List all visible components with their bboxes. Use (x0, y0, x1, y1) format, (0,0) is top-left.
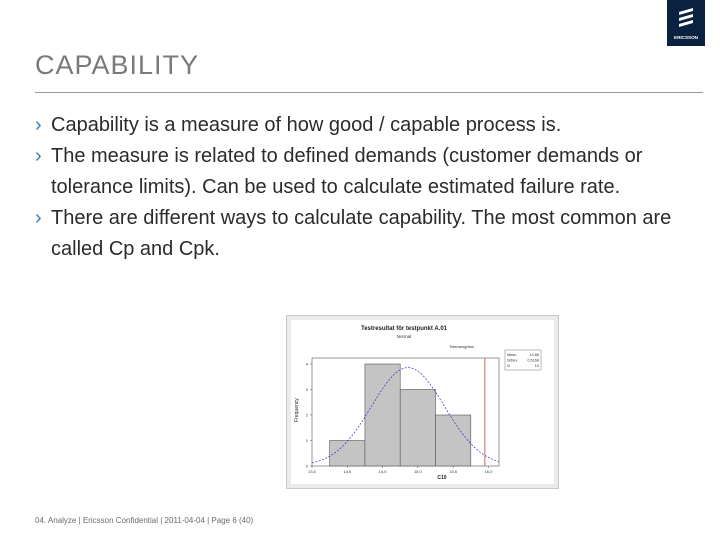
y-tick-label: 3 (305, 387, 308, 392)
x-tick-label: 14,5 (378, 469, 387, 474)
bullet-text: The measure is related to defined demands (customer demands or tolerance limits). Can be used to calculate estimated failure rate. (51, 145, 643, 198)
slide-title: CAPABILITY (35, 50, 200, 80)
histogram-bar (330, 441, 365, 467)
histogram-bar (365, 364, 400, 466)
stats-legend (505, 350, 541, 370)
bullet-item (35, 203, 695, 265)
chart-subtitle: Normal (396, 334, 412, 339)
bullet-item (35, 141, 695, 203)
y-axis-label: Frequency (294, 398, 300, 422)
bullet-chevron-icon: › (35, 145, 42, 167)
stats-value: 0,5168 (527, 358, 539, 363)
x-tick-label: 16,0 (484, 469, 493, 474)
stats-value: 10 (534, 364, 539, 368)
bullet-text: Capability is a measure of how good / capable process is. (51, 114, 562, 136)
bullet-text: There are different ways to calculate capability. The most common are called Cp and Cpk. (51, 207, 672, 260)
x-tick-label: 13,5 (308, 469, 316, 474)
bullet-list (35, 110, 695, 265)
y-tick-label: 0 (305, 463, 308, 469)
title-divider (35, 92, 703, 93)
x-tick-label: 14,0 (343, 469, 352, 474)
stats-label: N (507, 364, 510, 368)
bullet-item (35, 110, 695, 141)
y-tick-label: 2 (305, 412, 308, 418)
ericsson-mark-icon (679, 8, 693, 27)
logo-wordmark: ERICSSON (674, 35, 698, 40)
x-tick-label: 15,5 (449, 469, 458, 474)
stats-value: 14,86 (529, 353, 539, 357)
histogram-figure (286, 315, 559, 489)
histogram-chart (287, 316, 558, 488)
x-tick-label: 15,0 (413, 469, 422, 474)
histogram-bar (435, 415, 470, 466)
ericsson-logo (667, 0, 705, 46)
stats-label: Mean (507, 353, 517, 357)
y-tick-label: 4 (305, 361, 308, 367)
slide-footer: 04. Analyze | Ericsson Confidential | 2011-04-04 | Page 6 (40) (35, 516, 254, 525)
bullet-chevron-icon: › (35, 114, 42, 136)
y-tick-label: 1 (305, 438, 308, 443)
histogram-bar (400, 390, 435, 467)
bullet-chevron-icon: › (35, 207, 42, 229)
tolerance-limit-label: Toleransgräns (449, 344, 475, 349)
x-axis-label: C10 (437, 475, 447, 481)
stats-label: StDev (507, 358, 518, 363)
chart-title: Testresultat för testpunkt A.01 (360, 326, 448, 332)
